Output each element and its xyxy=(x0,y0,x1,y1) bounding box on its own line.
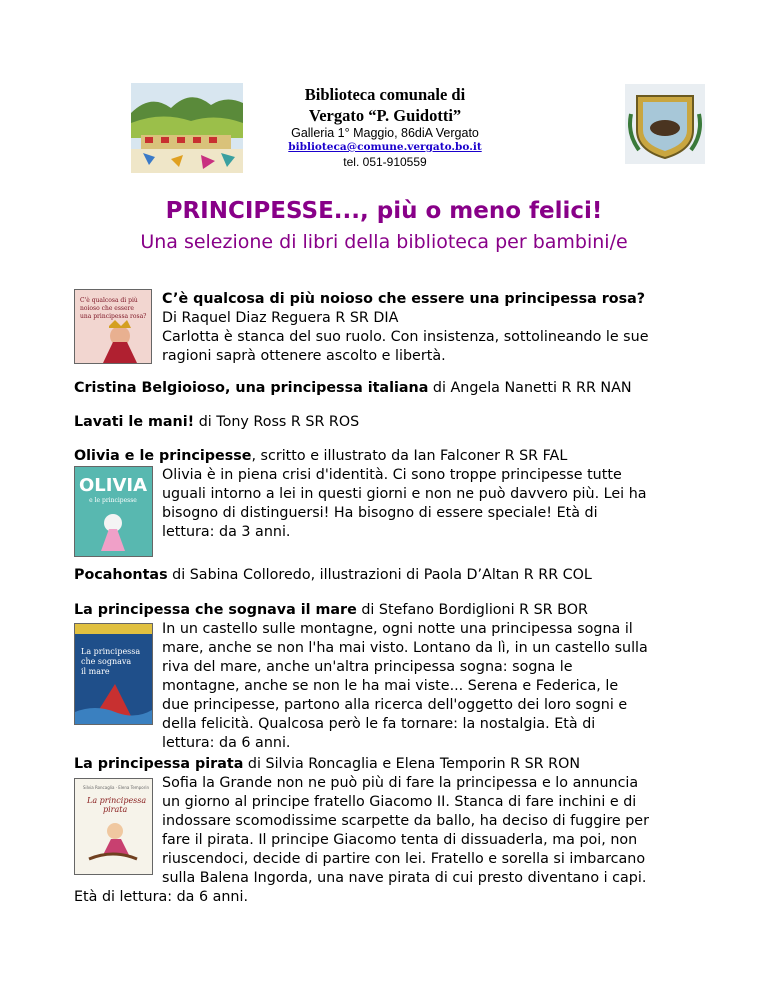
library-logo xyxy=(131,83,243,173)
page-subtitle: Una selezione di libri della biblioteca per bambini/e xyxy=(140,231,628,253)
book-1-desc-line2: ragioni saprà ottenere ascolto e libertà. xyxy=(162,348,446,364)
book-cover-principessa-mare xyxy=(74,623,153,725)
library-name xyxy=(250,84,520,126)
book-4-title: Olivia e le principesse xyxy=(74,448,252,464)
book-4-entry xyxy=(74,447,724,466)
book-7-desc-line1: Sofia la Grande non ne può più di fare la principessa e lo annuncia xyxy=(162,775,639,791)
library-name-line1: Biblioteca comunale di xyxy=(304,85,466,104)
book-6-desc-line2: mare, anche se non l'ha mai visto. Lontano da lì, in un castello sulla xyxy=(162,640,648,656)
book-cover-principessa-rosa xyxy=(74,289,152,364)
book-7-author: di Silvia Roncaglia e Elena Temporin R SR RON xyxy=(243,756,581,772)
book-7-title: La principessa pirata xyxy=(74,756,244,772)
book-7-desc-line6: sulla Balena Ingorda, una nave pirata di cui presto diventano i capi. xyxy=(162,870,647,886)
book-7-entry xyxy=(74,755,734,774)
book-4-author: , scritto e illustrato da Ian Falconer R SR FAL xyxy=(251,448,568,464)
book-4-desc-line2: uguali intorno a lei in questi giorni e non ne può davvero più. Lei ha xyxy=(162,486,647,502)
library-email-link[interactable]: biblioteca@comune.vergato.bo.it xyxy=(288,141,482,153)
book-7-desc-line2: un giorno al principe fratello Giacomo II. Stanca di fare inchini e di xyxy=(162,794,637,810)
svg-text:La principessa: La principessa xyxy=(87,796,147,805)
book-1-title: C’è qualcosa di più noioso che essere una principessa rosa? xyxy=(162,291,646,307)
library-name-line2: Vergato “P. Guidotti” xyxy=(308,106,462,125)
book-3-title: Lavati le mani! xyxy=(74,414,195,430)
book-3-entry xyxy=(74,413,724,432)
book-2-author: di Angela Nanetti R RR NAN xyxy=(428,380,632,396)
book-6-title: La principessa che sognava il mare xyxy=(74,602,357,618)
book-cover-principessa-pirata xyxy=(74,778,153,875)
book-4-desc-line3: bisogno di distinguersi! Ha bisogno di essere speciale! Età di xyxy=(162,505,598,521)
svg-text:una principessa rosa?: una principessa rosa? xyxy=(80,313,147,320)
book-1-desc-line1: Carlotta è stanca del suo ruolo. Con insistenza, sottolineando le sue xyxy=(162,329,649,345)
svg-text:C'è qualcosa di più: C'è qualcosa di più xyxy=(80,297,138,304)
book-2-entry xyxy=(74,379,724,398)
svg-text:noioso che essere: noioso che essere xyxy=(80,305,134,312)
book-5-entry xyxy=(74,566,734,585)
book-6-desc-line1: In un castello sulle montagne, ogni notte una principessa sogna il xyxy=(162,621,633,637)
olivia-cover-subtitle: e le principesse xyxy=(89,497,137,504)
book-6-entry xyxy=(74,601,734,620)
book-7-desc-line3: indossare scomodissime scarpette da ballo, ha deciso di fuggire per xyxy=(162,813,649,829)
svg-text:La principessa: La principessa xyxy=(81,647,141,656)
page-title: PRINCIPESSE..., più o meno felici! xyxy=(165,198,603,224)
book-5-title: Pocahontas xyxy=(74,567,168,583)
library-address: Galleria 1° Maggio, 86diA Vergato xyxy=(291,126,479,140)
book-cover-olivia xyxy=(74,466,153,557)
svg-text:Silvia Roncaglia · Elena Tempo: Silvia Roncaglia · Elena Temporin xyxy=(83,785,149,790)
book-7-desc-line4: fare il pirata. Il principe Giacomo tenta di dissuaderla, ma poi, non xyxy=(162,832,638,848)
book-1-author: Di Raquel Diaz Reguera R SR DIA xyxy=(162,310,399,326)
book-7-reading-age: Età di lettura: da 6 anni. xyxy=(74,889,248,905)
book-4-desc-line4: lettura: da 3 anni. xyxy=(162,524,291,540)
town-crest-icon xyxy=(625,84,705,164)
svg-text:pirata: pirata xyxy=(103,805,128,814)
book-6-desc-line7: lettura: da 6 anni. xyxy=(162,735,291,751)
book-2-title: Cristina Belgioioso, una principessa italiana xyxy=(74,380,429,396)
svg-text:il mare: il mare xyxy=(81,667,110,676)
library-phone: tel. 051-910559 xyxy=(343,155,427,169)
book-6-desc-line4: montagne, anche se non le ha mai viste... Serena e Federica, le xyxy=(162,678,619,694)
book-7-desc-line5: riuscendoci, decide di partire con lei. Fratello e sorella si imbarcano xyxy=(162,851,646,867)
olivia-cover-title: OLIVIA xyxy=(78,475,148,496)
svg-text:che sognava: che sognava xyxy=(81,657,132,666)
book-6-desc-line3: riva del mare, anche un'altra principessa sogna: sogna le xyxy=(162,659,573,675)
book-6-desc-line5: due principesse, partono alla ricerca dell'oggetto dei loro sogni e xyxy=(162,697,628,713)
book-5-author: di Sabina Colloredo, illustrazioni di Paola D’Altan R RR COL xyxy=(167,567,592,583)
book-3-author: di Tony Ross R SR ROS xyxy=(194,414,360,430)
book-6-desc-line6: della felicità. Qualcosa però le fa tornare: la nostalgia. Età di xyxy=(162,716,596,732)
book-6-author: di Stefano Bordiglioni R SR BOR xyxy=(356,602,588,618)
book-4-desc-line1: Olivia è in piena crisi d'identità. Ci sono troppe principesse tutte xyxy=(162,467,622,483)
